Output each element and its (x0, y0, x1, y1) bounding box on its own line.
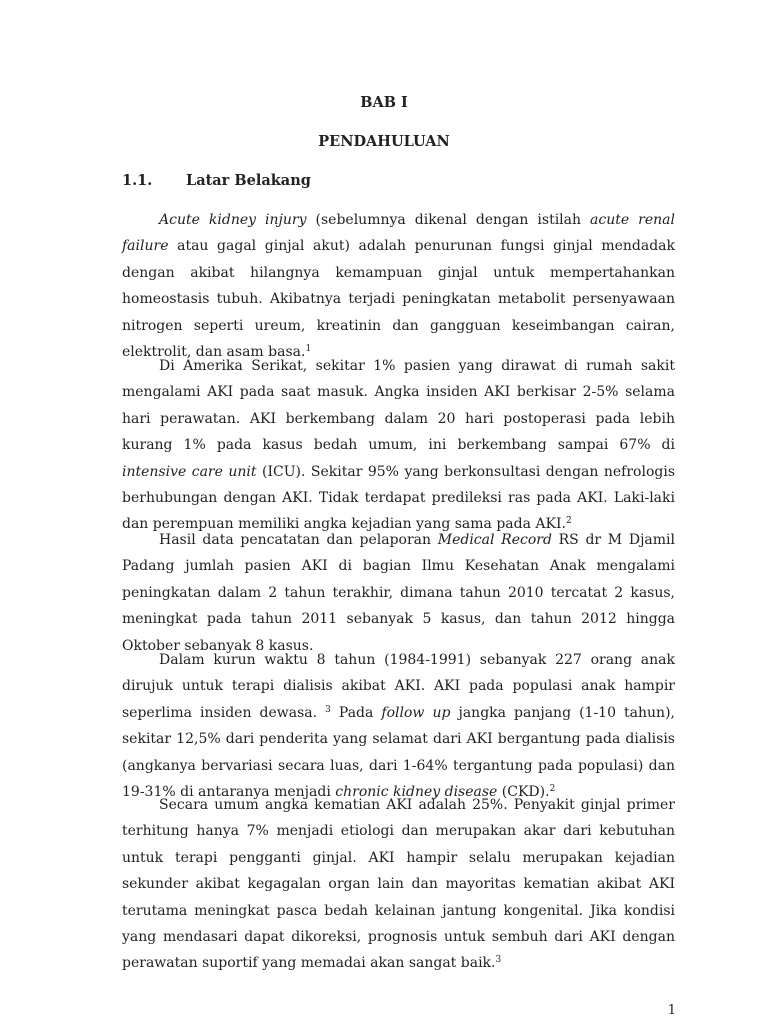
paragraph-3-segment: RS dr M Djamil Padang jumlah pasien AKI di bagian Ilmu Kesehatan Anak mengalami peningkatan dalam 2 tahun terakhir, dimana tahun 2010 tercatat 2 kasus, meningkat pada tahun 2011 sebanyak 5 kasus, dan tahun 2012 hingga Oktober sebanyak 8 kasus. (122, 532, 675, 654)
citation-ref: 2 (565, 516, 572, 527)
term-acute-renal-failure: acute renal failure (122, 212, 675, 255)
chapter-title-text: PENDAHULUAN (318, 133, 450, 150)
paragraph-1-text (122, 212, 675, 360)
paragraph-4-segment: jangka panjang (1-10 tahun), sekitar 12,5% dari penderita yang selamat dari AKI bergantung pada dialisis (angkanya bervariasi secara luas, dari 1-64% tergantung pada populasi) dan 19-31% di antaranya menjadi (122, 704, 675, 801)
citation-ref: 3 (325, 704, 331, 715)
paragraph-4 (122, 647, 675, 805)
section-title: Latar Belakang (186, 172, 311, 189)
section-number: 1.1. (122, 172, 153, 189)
term-medical-record: Medical Record (437, 532, 552, 548)
paragraph-3 (122, 527, 675, 659)
term-intensive-care-unit: intensive care unit (122, 463, 257, 480)
chapter-number-text: BAB I (360, 94, 408, 111)
term-chronic-kidney-disease: chronic kidney disease (335, 784, 498, 801)
paragraph-4-segment: Dalam kurun waktu 8 tahun (1984-1991) sebanyak 227 orang anak dirujuk untuk terapi dialisis akibat AKI. AKI pada populasi anak hampir seperlima insiden dewasa. (122, 652, 675, 721)
term-follow-up: follow up (381, 704, 451, 721)
paragraph-2-segment: Di Amerika Serikat, sekitar 1% pasien yang dirawat di rumah sakit mengalami AKI pada saat masuk. Angka insiden AKI berkisar 2-5% selama hari perawatan. AKI berkembang dalam 20 hari postoperasi pada lebih kurang 1% pada kasus bedah umum, ini berkembang sampai 67% di (122, 358, 675, 454)
paragraph-1-segment: atau gagal ginjal akut) adalah penurunan fungsi ginjal mendadak dengan akibat hilangnya kemampuan ginjal untuk mempertahankan homeostasis tubuh. Akibatnya terjadi peningkatan metabolit persenyawaan nitrogen seperti ureum, kreatinin dan gangguan keseimbangan cairan, elektrolit, dan asam basa. (122, 238, 675, 361)
term-acute-kidney-injury: Acute kidney injury (159, 212, 307, 228)
chapter-number (0, 94, 768, 111)
citation-ref: 1 (305, 344, 312, 355)
section-heading (122, 172, 311, 189)
paragraph-2 (122, 353, 675, 538)
paragraph-1-segment: (sebelumnya dikenal dengan istilah (306, 212, 591, 228)
citation-ref: 3 (495, 955, 502, 966)
paragraph-3-segment: Hasil data pencatatan dan pelaporan (159, 532, 438, 548)
page-number: 1 (667, 1003, 676, 1018)
paragraph-5-segment: Secara umum angka kematian AKI adalah 25%. Penyakit ginjal primer terhitung hanya 7% menjadi etiologi dan merupakan akar dari kebutuhan untuk terapi pengganti ginjal. AKI hampir selalu merupakan kejadian sekunder akibat kegagalan organ lain dan mayoritas kematian akibat AKI terutama meningkat pasca bedah kelainan jantung kongenital. Jika kondisi yang mendasari dapat dikoreksi, prognosis untuk sembuh dari AKI dengan perawatan suportif yang memadai akan sangat baik. (122, 797, 675, 972)
chapter-title (0, 133, 768, 150)
paragraph-4-segment: Pada (330, 704, 382, 721)
paragraph-1 (122, 207, 675, 365)
paragraph-2-segment: (ICU). Sekitar 95% yang berkonsultasi dengan nefrologis berhubungan dengan AKI. Tidak terdapat predileksi ras pada AKI. Laki-laki dan perempuan memiliki angka kejadian yang sama pada AKI. (122, 463, 676, 533)
citation-ref: 2 (549, 784, 556, 795)
paragraph-5 (122, 792, 675, 977)
paragraph-4-segment: (CKD). (497, 784, 550, 801)
